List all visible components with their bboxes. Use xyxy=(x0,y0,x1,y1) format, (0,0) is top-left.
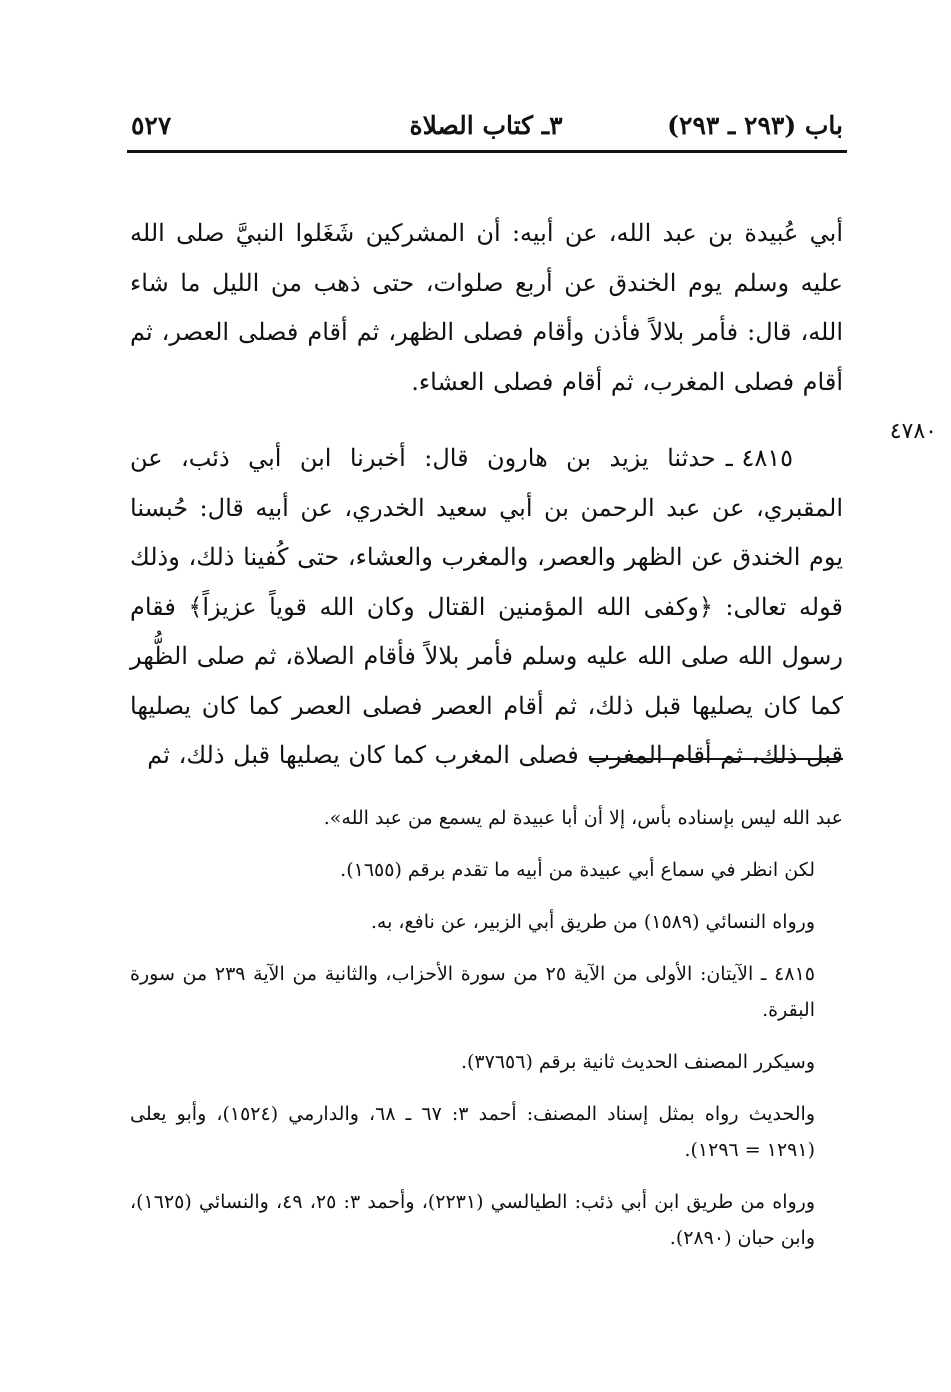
footnote-line: ورواه من طريق ابن أبي ذئب: الطيالسي (٢٢٣١)، وأحمد ٣: ٢٥، ٤٩، والنسائي (١٦٢٥)، وابن حبان (٢٨٩٠). xyxy=(130,1191,815,1249)
footnote-line: والحديث رواه بمثل إسناد المصنف: أحمد ٣: ٦٧ ـ ٦٨، والدارمي (١٥٢٤)، وأبو يعلى (١٢٩١ = ١٢٩٦). xyxy=(130,1103,816,1161)
footnote-line: لكن انظر في سماع أبي عبيدة من أبيه ما تقدم برقم (١٦٥٥). xyxy=(340,859,815,881)
margin-hadith-number: ٤٧٨٠ xyxy=(889,419,937,444)
chapter-heading: باب (٢٩٣ ـ ٢٩٣) xyxy=(667,111,843,140)
footnote-line: ٤٨١٥ ـ الآيتان: الأولى من الآية ٢٥ من سورة الأحزاب، والثانية من الآية ٢٣٩ من سورة البقرة. xyxy=(130,963,815,1021)
footnote-divider xyxy=(591,758,843,760)
footnote-line: عبد الله ليس بإسناده بأس، إلا أن أبا عبيدة لم يسمع من عبد الله». xyxy=(323,807,843,829)
hadith-paragraph xyxy=(130,434,843,781)
main-paragraph-continued: أبي عُبيدة بن عبد الله، عن أبيه: أن المشركين شَغَلوا النبيَّ صلى الله عليه وسلم يوم الخندق عن أربع صلوات، حتى ذهب من الليل ما شاء الله، قال: فأمر بلالاً فأذن وأقام فصلى الظهر، ثم أقام فصلى العصر، ثم أقام فصلى المغرب، ثم أقام فصلى العشاء. xyxy=(130,219,843,396)
hadith-text: حدثنا يزيد بن هارون قال: أخبرنا ابن أبي ذئب، عن المقبري، عن عبد الرحمن بن أبي سعيد الخدري، عن أبيه قال: حُبسنا يوم الخندق عن الظهر والعصر، والمغرب والعشاء، حتى كُفينا ذلك، وذلك قوله تعالى: ﴿وكفى الله المؤمنين القتال وكان الله قوياً عزيزاً﴾ فقام رسول الله صلى الله عليه وسلم فأمر بلالاً فأقام الصلاة، ثم صلى الظُّهر كما كان يصليها قبل ذلك، ثم أقام العصر فصلى العصر كما كان يصليها قبل ذلك، ثم أقام المغرب فصلى المغرب كما كان يصليها قبل ذلك، ثم xyxy=(130,444,843,769)
running-header xyxy=(127,104,845,152)
footnote-line: وسيكرر المصنف الحديث ثانية برقم (٣٧٦٥٦). xyxy=(460,1051,815,1073)
book-title: ٣ـ كتاب الصلاة xyxy=(409,111,563,140)
hadith-number: ٤٨١٥ ـ xyxy=(725,444,793,472)
header-divider xyxy=(127,150,847,153)
footnote-line: ورواه النسائي (١٥٨٩) من طريق أبي الزبير، عن نافع، به. xyxy=(370,911,815,933)
page-number: ٥٢٧ xyxy=(131,111,172,140)
footnotes-section xyxy=(130,800,843,1272)
